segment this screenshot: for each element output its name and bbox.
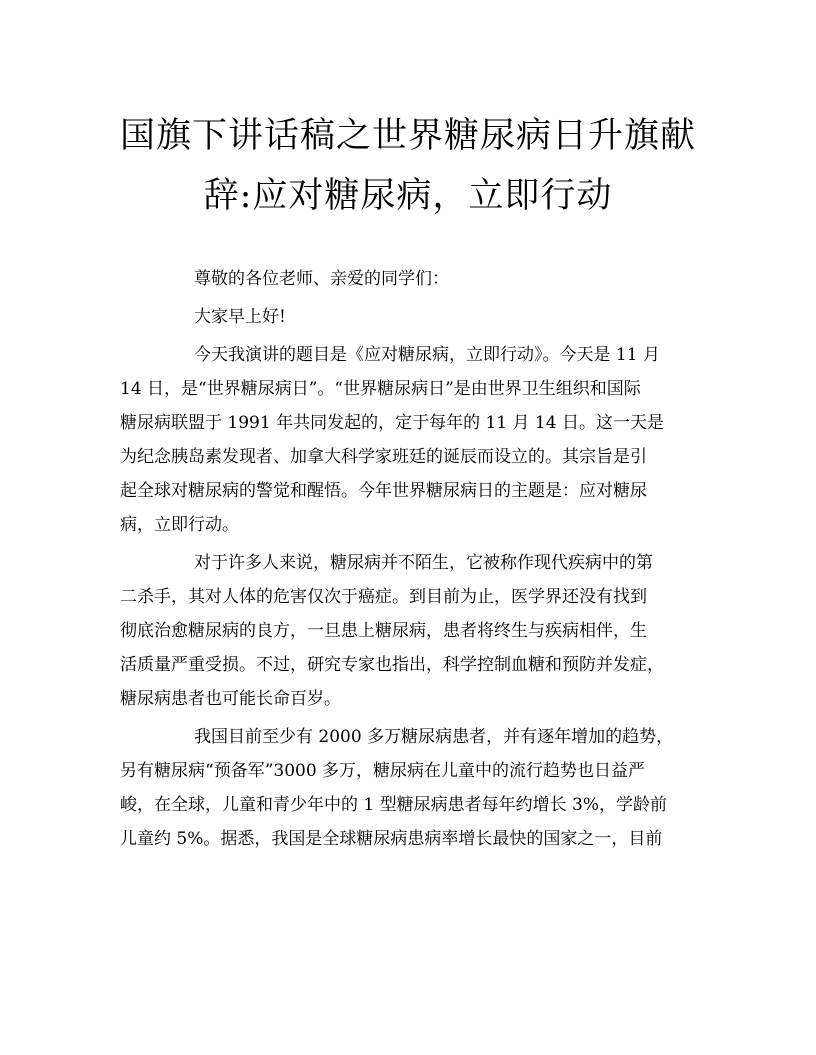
salutation-paragraph	[120, 262, 698, 296]
paragraph-line: 糖尿病联盟于 1991 年共同发起的，定于每年的 11 月 14 日。这一天是	[120, 413, 664, 433]
paragraph-line: 对于许多人来说，糖尿病并不陌生，它被称作现代疾病中的第	[194, 553, 653, 573]
title-line-2: 辞:应对糖尿病，立即行动	[203, 176, 613, 216]
paragraph-line: 活质量严重受损。不过，研究专家也指出，科学控制血糖和预防并发症，	[120, 655, 664, 675]
paragraph-line: 儿童约 5%。据悉，我国是全球糖尿病患病率增长最快的国家之一，目前	[120, 829, 663, 849]
document-title	[108, 106, 708, 226]
title-line-1: 国旗下讲话稿之世界糖尿病日升旗献	[119, 116, 696, 156]
paragraph-line: 14 日，是“世界糖尿病日”。“世界糖尿病日”是由世界卫生组织和国际	[120, 379, 641, 399]
paragraph-line: 今天我演讲的题目是《应对糖尿病，立即行动》。今天是 11 月	[194, 345, 660, 365]
document-body	[120, 262, 698, 860]
paragraph-line: 二杀手，其对人体的危害仅次于癌症。到目前为止，医学界还没有找到	[120, 587, 647, 607]
paragraph-line: 彻底治愈糖尿病的良方，一旦患上糖尿病，患者将终生与疾病相伴，生	[120, 621, 647, 641]
salutation-text: 尊敬的各位老师、亲爱的同学们：	[194, 269, 449, 289]
paragraph-line: 为纪念胰岛素发现者、加拿大科学家班廷的诞辰而设立的。其宗旨是引	[120, 447, 647, 467]
greeting-paragraph	[120, 300, 698, 334]
paragraph-line: 病，立即行动。	[120, 515, 239, 535]
paragraph-line: 起全球对糖尿病的警觉和醒悟。今年世界糖尿病日的主题是：应对糖尿	[120, 481, 647, 501]
greeting-text: 大家早上好!	[194, 307, 286, 327]
paragraph-line: 我国目前至少有 2000 多万糖尿病患者，并有逐年增加的趋势，	[194, 727, 674, 747]
paragraph-2	[120, 546, 698, 716]
paragraph-line: 糖尿病患者也可能长命百岁。	[120, 689, 341, 709]
paragraph-line: 另有糖尿病“预备军”3000 多万，糖尿病在儿童中的流行趋势也日益严	[120, 761, 646, 781]
paragraph-3	[120, 720, 698, 856]
paragraph-line: 峻，在全球，儿童和青少年中的 1 型糖尿病患者每年约增长 3%，学龄前	[120, 795, 667, 815]
paragraph-1	[120, 338, 698, 542]
